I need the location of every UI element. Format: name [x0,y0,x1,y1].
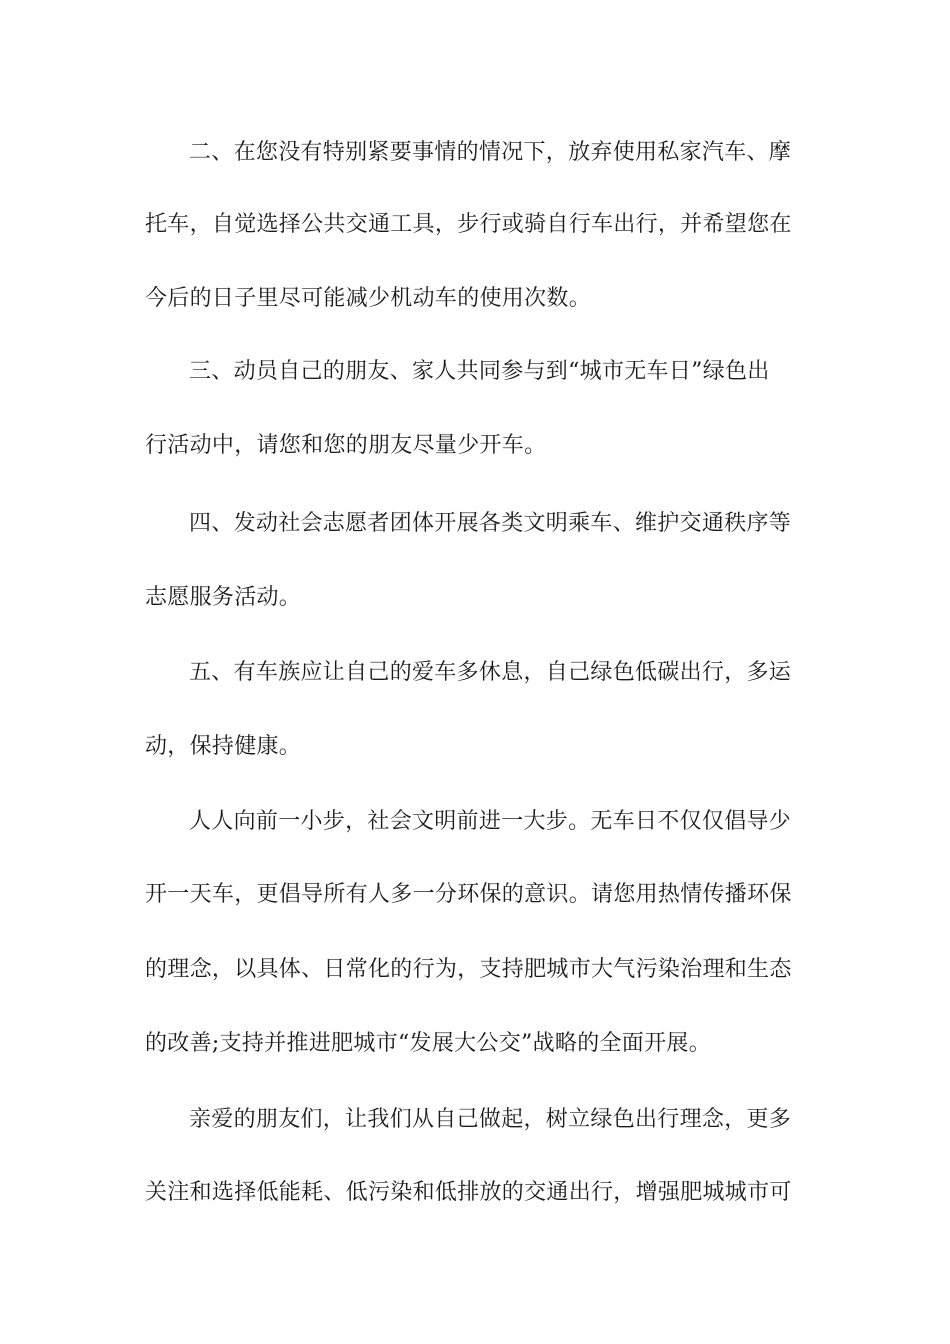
paragraph-2-line-2: 托车，自觉选择公共交通工具，步行或骑自行车出行，并希望您在 [145,212,792,237]
paragraph-6-line-1: 人人向前一小步，社会文明前进一大步。无车日不仅仅倡导少 [189,809,792,834]
paragraph-4-line-2: 志愿服务活动。 [145,585,302,610]
paragraph-6-line-2: 开一天车，更倡导所有人多一分环保的意识。请您用热情传播环保 [145,882,792,907]
paragraph-6-line-4: 的改善;支持并推进肥城市“发展大公交”战略的全面开展。 [145,1031,712,1056]
paragraph-2-line-3: 今后的日子里尽可能减少机动车的使用次数。 [145,286,592,311]
paragraph-5-line-1: 五、有车族应让自己的爱车多休息，自己绿色低碳出行，多运 [189,660,792,685]
paragraph-7-line-2: 关注和选择低能耗、低污染和低排放的交通出行，增强肥城城市可 [145,1180,792,1205]
paragraph-3-line-1: 三、动员自己的朋友、家人共同参与到“城市无车日”绿色出 [189,359,770,384]
paragraph-7-line-1: 亲爱的朋友们，让我们从自己做起，树立绿色出行理念，更多 [189,1107,792,1132]
paragraph-5-line-2: 动，保持健康。 [145,734,302,759]
paragraph-4-line-1: 四、发动社会志愿者团体开展各类文明乘车、维护交通秩序等 [189,511,792,536]
paragraph-3-line-2: 行活动中，请您和您的朋友尽量少开车。 [145,433,547,458]
paragraph-2-line-1: 二、在您没有特别紧要事情的情况下，放弃使用私家汽车、摩 [189,140,792,165]
paragraph-6-line-3: 的理念，以具体、日常化的行为，支持肥城市大气污染治理和生态 [145,957,792,982]
